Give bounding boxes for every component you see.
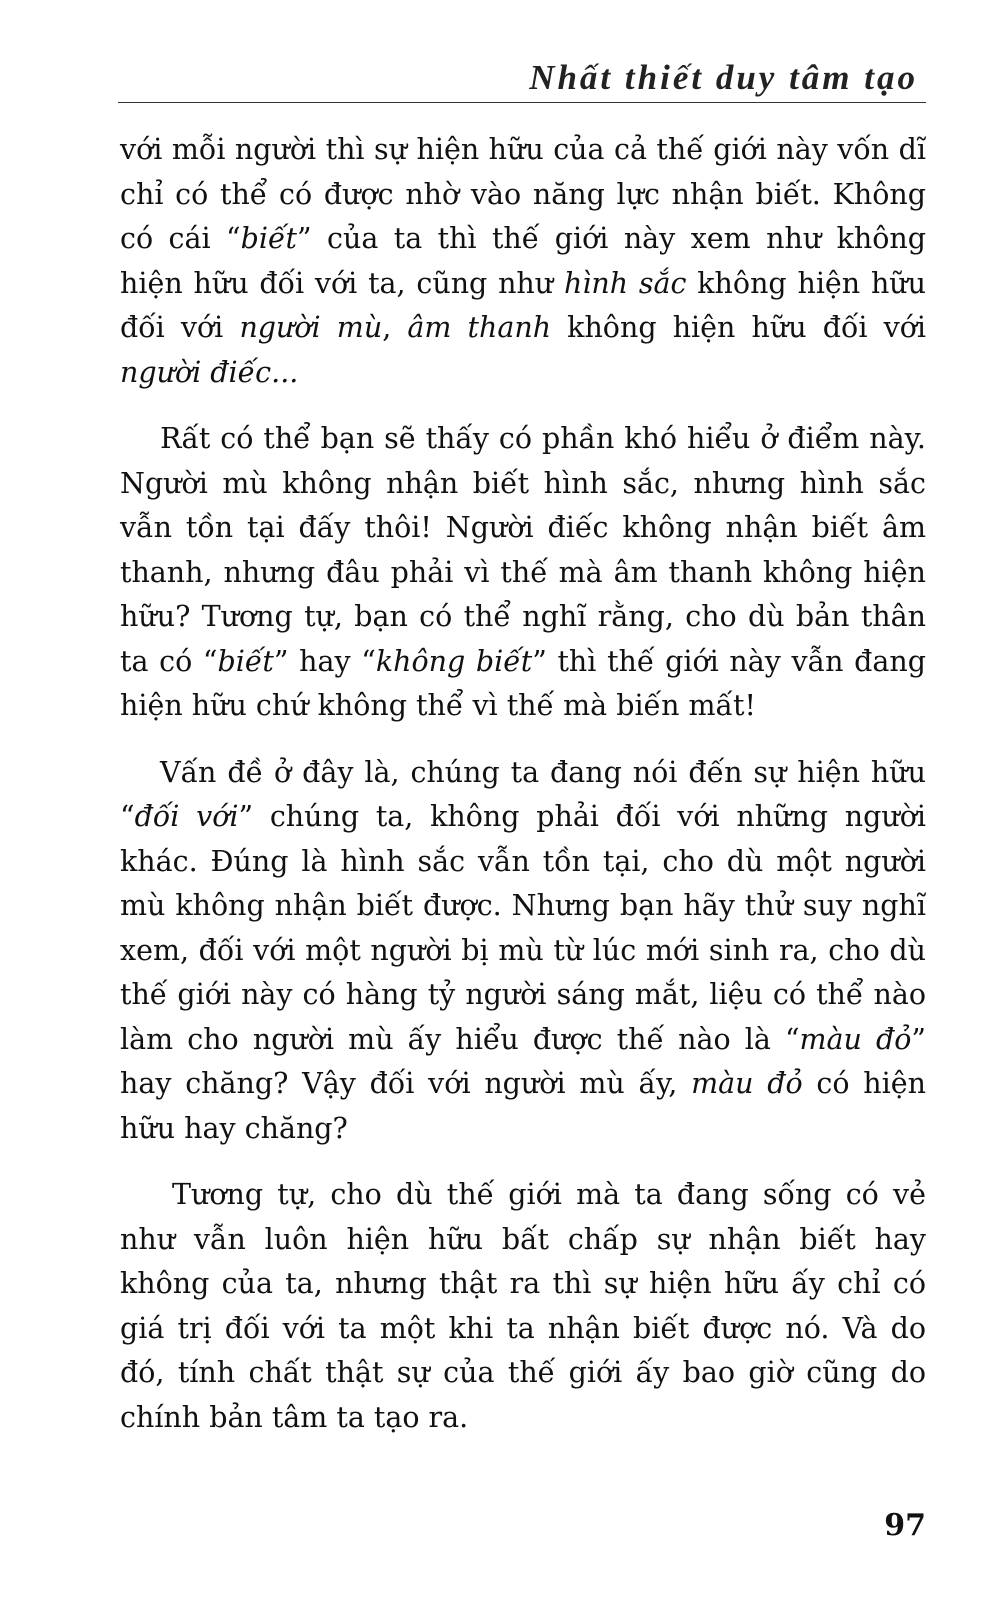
- text-run: không hiện hữu đối với: [120, 266, 927, 344]
- text-run: Vấn đề ở đây là, chúng ta đang nói đến sự hiện hữu “: [120, 755, 926, 833]
- text-run: ” chúng ta, không phải đối với những người khác. Đúng là hình sắc vẫn tồn tại, cho dù một người mù không nhận biết được. Nhưng bạn hãy thử suy nghĩ xem, đối với một người bị mù từ lúc mới sinh ra, cho dù thế giới này có hàng tỷ người sáng mắt, liệu có thể nào làm cho người mù ấy hiểu được thế nào là “: [120, 800, 926, 1056]
- emphasis-text: đối với: [134, 800, 239, 833]
- text-run: với mỗi người thì sự hiện hữu của cả thế giới này vốn dĩ chỉ có thể có được nhờ vào năng lực nhận biết. Không có cái “: [120, 133, 926, 255]
- emphasis-text: không biết: [375, 644, 533, 678]
- text-run: Tương tự, cho dù thế giới mà ta đang sống có vẻ như vẫn luôn hiện hữu bất chấp sự nhận biết hay không của ta, nhưng thật ra thì sự hiện hữu ấy chỉ có giá trị đối với ta một khi ta nhận biết được nó. Và do đó, tính chất thật sự của thế giới ấy bao giờ cũng do chính bản tâm ta tạo ra.: [120, 1178, 926, 1434]
- text-run: ” thì thế giới này vẫn đang hiện hữu chứ không thể vì thế mà biến mất!: [120, 644, 926, 722]
- text-run: có hiện hữu hay chăng?: [120, 1067, 926, 1145]
- text-run: ,: [382, 311, 408, 344]
- text-run: Rất có thể bạn sẽ thấy có phần khó hiểu ở điểm này. Người mù không nhận biết hình sắc, nhưng hình sắc vẫn tồn tại đấy thôi! Người điếc không nhận biết âm thanh, nhưng đâu phải vì thế mà âm thanh không hiện hữu? Tương tự, bạn có thể nghĩ rằng, cho dù bản thân ta có “: [120, 422, 926, 678]
- paragraph-4: [120, 1173, 926, 1440]
- emphasis-text: biết: [217, 644, 274, 678]
- page-number: 97: [884, 1508, 926, 1543]
- emphasis-text: người điếc...: [120, 355, 299, 389]
- paragraph-1: [120, 128, 926, 395]
- emphasis-text: hình sắc: [563, 266, 687, 300]
- body-text: [120, 128, 926, 1462]
- emphasis-text: biết: [240, 222, 297, 255]
- text-run: ” của ta thì thế giới này xem như không hiện hữu đối với ta, cũng như: [120, 222, 926, 300]
- running-header-title: Nhất thiết duy tâm tạo: [529, 58, 918, 97]
- running-header: [118, 52, 926, 103]
- paragraph-2: [120, 417, 926, 729]
- emphasis-text: người mù: [239, 311, 383, 344]
- text-run: không hiện hữu đối với: [551, 311, 927, 344]
- emphasis-text: âm thanh: [407, 311, 552, 344]
- text-run: ” hay chăng? Vậy đối với người mù ấy,: [120, 1022, 926, 1100]
- emphasis-text: màu đỏ: [799, 1022, 912, 1056]
- paragraph-3: [120, 751, 926, 1152]
- emphasis-text: màu đỏ: [691, 1067, 803, 1100]
- text-run: ” hay “: [273, 644, 376, 678]
